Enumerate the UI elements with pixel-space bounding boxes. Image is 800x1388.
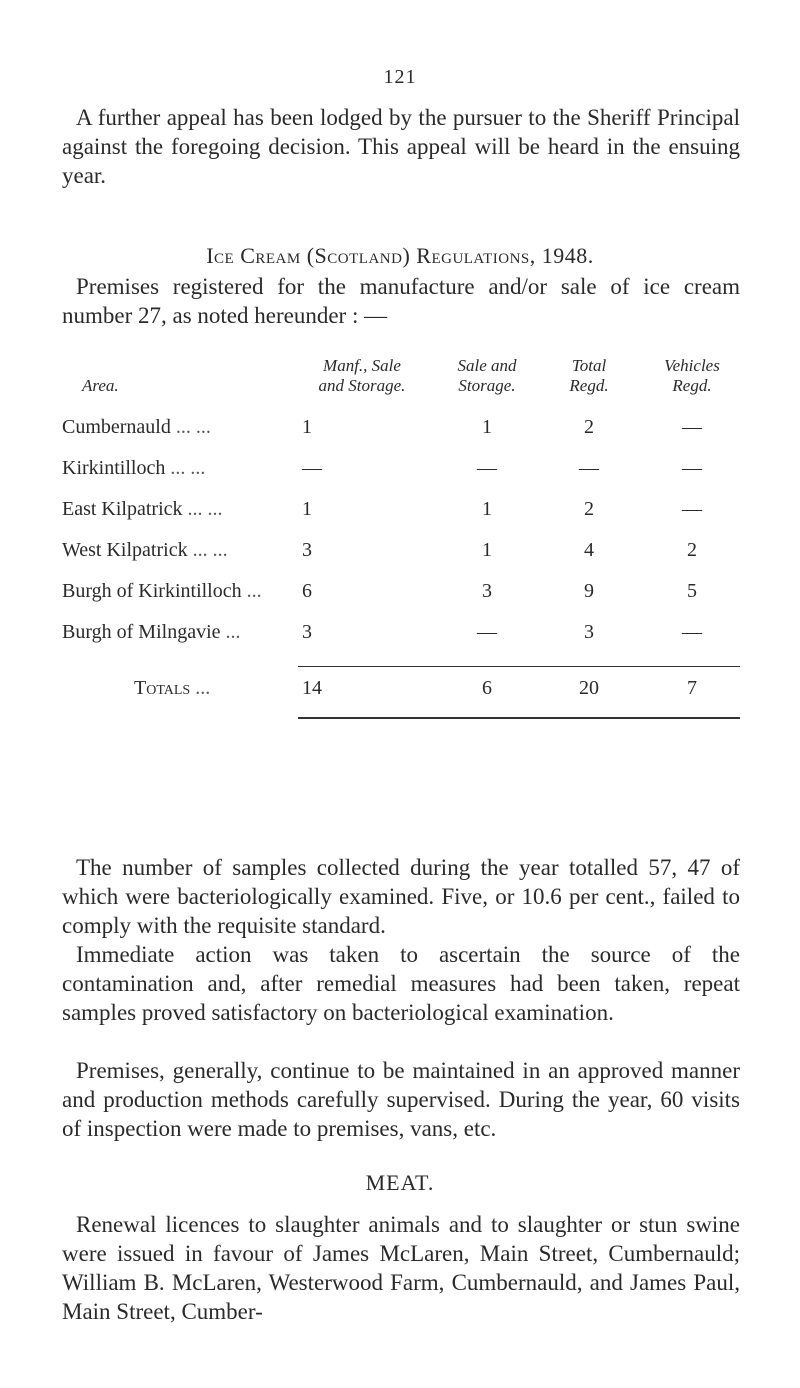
row-manf: 3 [302, 621, 312, 643]
maintained-paragraph: Premises, generally, continue to be maintained in an approved manner and production methods carefully supervised. During the year, 60 visits of inspection were made to premises, vans, etc. [62, 1058, 740, 1141]
header-manf: Manf., Sale and Storage. [318, 356, 406, 395]
page-number: 121 [383, 66, 417, 88]
ice-cream-heading: Ice Cream (Scotland) Regulations, 1948. [206, 243, 594, 268]
row-manf: 1 [302, 498, 312, 520]
totals-manf: 14 [302, 677, 322, 699]
header-area: Area. [82, 376, 119, 395]
totals-rule-top [298, 666, 740, 667]
action-paragraph: Immediate action was taken to ascertain the source of the contamination and, after remedial measures had been taken, repeat samples proved satisfactory on bacteriological examination. [62, 942, 740, 1025]
row-total: 2 [584, 416, 594, 438]
row-sale: 1 [482, 416, 492, 438]
totals-row [62, 677, 752, 717]
row-area: Burgh of Milngavie ... [62, 621, 241, 643]
row-manf: 3 [302, 539, 312, 561]
row-vehicles: — [682, 621, 702, 643]
premises-table [62, 356, 752, 719]
row-sale: — [477, 621, 497, 643]
row-total: 2 [584, 498, 594, 520]
table-header [62, 356, 752, 416]
row-sale: 3 [482, 580, 492, 602]
row-manf: — [302, 457, 322, 479]
totals-rule-bottom [298, 717, 740, 719]
row-area: Burgh of Kirkintilloch ... [62, 580, 262, 602]
row-area: West Kilpatrick ... ... [62, 539, 228, 561]
premises-paragraph: Premises registered for the manufacture and/or sale of ice cream number 27, as noted hereunder : — [62, 274, 740, 328]
row-sale: 1 [482, 498, 492, 520]
table-row [62, 580, 752, 621]
table-row [62, 498, 752, 539]
table-body [62, 416, 752, 662]
table-row [62, 416, 752, 457]
totals-vehicles: 7 [687, 677, 697, 699]
row-area: East Kilpatrick ... ... [62, 498, 223, 520]
row-vehicles: — [682, 416, 702, 438]
table-row [62, 457, 752, 498]
row-sale: 1 [482, 539, 492, 561]
row-total: 9 [584, 580, 594, 602]
table-row [62, 539, 752, 580]
totals-sale: 6 [482, 677, 492, 699]
intro-paragraph: A further appeal has been lodged by the pursuer to the Sheriff Principal against the foregoing decision. This appeal will be heard in the ensuing year. [62, 105, 740, 188]
row-manf: 1 [302, 416, 312, 438]
row-total: 3 [584, 621, 594, 643]
header-vehicles: Vehicles Regd. [664, 356, 720, 395]
row-total: — [579, 457, 599, 479]
totals-label: Totals ... [134, 677, 211, 699]
row-manf: 6 [302, 580, 312, 602]
header-sale: Sale and Storage. [457, 356, 517, 395]
row-vehicles: — [682, 457, 702, 479]
meat-heading: MEAT. [365, 1170, 435, 1195]
row-vehicles: 5 [687, 580, 697, 602]
table-row [62, 621, 752, 662]
row-vehicles: 2 [687, 539, 697, 561]
renewal-paragraph: Renewal licences to slaughter animals and to slaughter or stun swine were issued in favour of James McLaren, Main Street, Cumbernauld; William B. McLaren, Westerwood Farm, Cumbernauld, and James Paul, Main Street, Cumber- [62, 1212, 740, 1324]
row-area: Cumbernauld ... ... [62, 416, 211, 438]
row-sale: — [477, 457, 497, 479]
row-vehicles: — [682, 498, 702, 520]
samples-paragraph: The number of samples collected during the year totalled 57, 47 of which were bacteriologically examined. Five, or 10.6 per cent., failed to comply with the requisite standard. [62, 855, 740, 938]
header-total: Total Regd. [569, 356, 609, 395]
row-area: Kirkintilloch ... ... [62, 457, 206, 479]
totals-total: 20 [579, 677, 599, 699]
row-total: 4 [584, 539, 594, 561]
